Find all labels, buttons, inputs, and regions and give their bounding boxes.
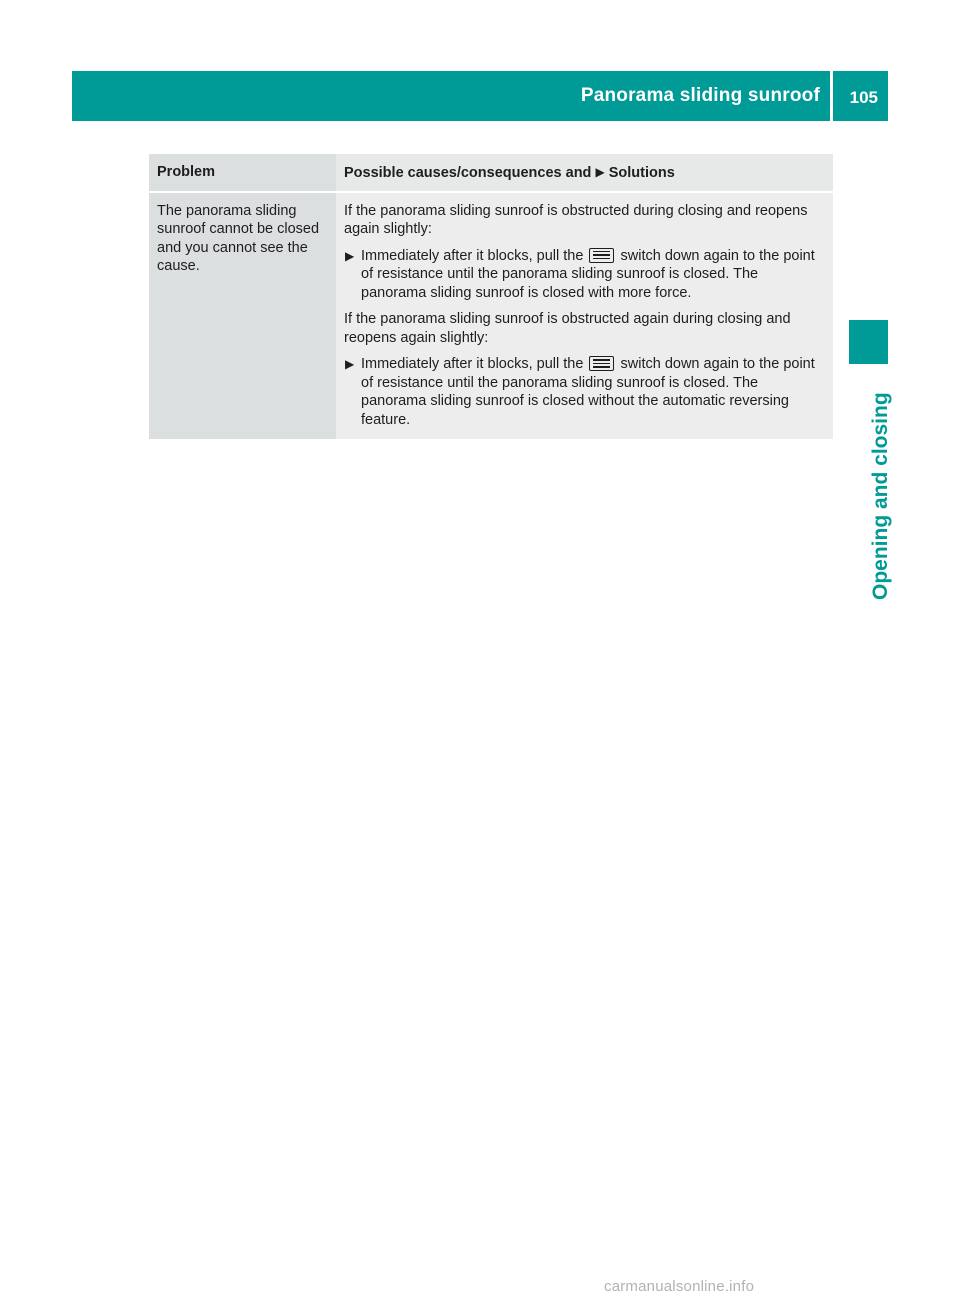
page-number: 105 [849,88,878,107]
table-header-row [149,154,833,192]
watermark: carmanualsonline.info [604,1278,755,1295]
header-title: Panorama sliding sunroof [580,85,820,106]
table-row [149,192,833,440]
solution-step [344,247,825,303]
right-triangle-icon: ▶ [345,248,355,263]
right-triangle-icon: ▶ [595,165,605,179]
solution-cell [336,192,833,440]
right-triangle-icon: ▶ [345,357,355,371]
column-header-problem: Problem [149,154,336,192]
column-header-prefix: Possible causes/consequences and [344,165,592,181]
sunroof-switch-icon [589,248,614,263]
problem-cell: The panorama sliding sunroof cannot be closed and you cannot see the cause. [149,192,336,440]
cause-paragraph: If the panorama sliding sunroof is obstructed during closing and reopens again slightly: [344,202,808,237]
solution-step [344,355,825,429]
step-text-after: switch down again to the point of resistance until the panorama sliding sunroof is closed. The panorama sliding sunroof is closed without the automatic reversing feature. [361,356,815,428]
step-text-after: switch down again to the point of resistance until the panorama sliding sunroof is closed. The panorama sliding sunroof is closed with more force. [361,247,815,301]
cause-paragraph: If the panorama sliding sunroof is obstructed again during closing and reopens again slightly: [344,311,791,346]
header-divider [830,71,833,121]
column-header-solutions [336,154,833,192]
step-text-before: Immediately after it blocks, pull the [361,356,584,372]
column-header-suffix: Solutions [608,165,675,181]
problem-solution-table [149,154,833,439]
side-tab-marker [849,320,888,364]
page-header [72,71,888,121]
sunroof-switch-icon [589,356,614,371]
side-tab-label: Opening and closing [869,392,892,600]
step-text-before: Immediately after it blocks, pull the [361,247,584,264]
